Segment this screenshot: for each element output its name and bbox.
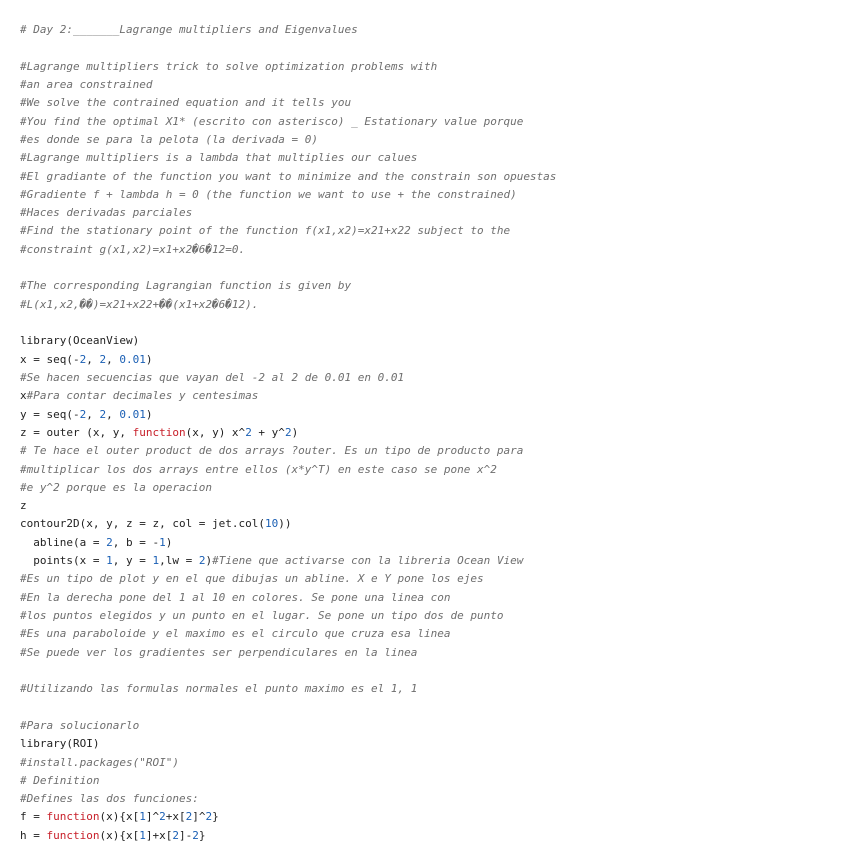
code-comment-line[interactable]: #los puntos elegidos y un punto en el lugar. Se pone un tipo dos de punto — [20, 609, 504, 622]
code-line[interactable]: x = seq(-2, 2, 0.01) — [20, 352, 153, 366]
code-comment-line[interactable]: #install.packages("ROI") — [20, 755, 179, 769]
code-comment-line[interactable]: #Find the stationary point of the function f(x1,x2)=x21+x22 subject to the — [20, 224, 511, 238]
code-comment-line[interactable]: # Definition — [20, 773, 100, 787]
code-line[interactable]: y = seq(-2, 2, 0.01) — [20, 407, 153, 421]
code-comment-line[interactable]: #You find the optimal X1* (escrito con asterisco) _ Estationary value porque — [20, 114, 524, 128]
code-comment-line[interactable]: #Lagrange multipliers is a lambda that multiplies our calues — [20, 151, 418, 165]
code-comment-line[interactable]: #es donde se para la pelota (la derivada = 0) — [20, 132, 319, 146]
code-line[interactable]: f = function(x){x[1]^2+x[2]^2} — [20, 810, 219, 824]
code-line[interactable]: library(ROI) — [20, 737, 100, 751]
code-blank-line[interactable] — [20, 39, 848, 57]
code-blank-line[interactable] — [20, 662, 848, 680]
code-line[interactable]: points(x = 1, y = 1,lw = 2)#Tiene que activarse con la libreria Ocean View — [20, 554, 524, 568]
code-comment-line[interactable]: #e y^2 porque es la operacion — [20, 480, 213, 494]
code-comment-line[interactable]: #Se hacen secuencias que vayan del -2 al 2 de 0.01 en 0.01 — [20, 370, 405, 384]
code-blank-line[interactable] — [20, 259, 848, 277]
code-line[interactable]: contour2D(x, y, z = z, col = jet.col(10)) — [20, 517, 292, 531]
code-comment-line[interactable]: #El gradiante of the function you want to minimize and the constrain son opuestas — [20, 169, 557, 183]
code-comment-line[interactable]: #Lagrange multipliers trick to solve optimization problems with — [20, 59, 438, 73]
code-line[interactable]: z — [20, 499, 27, 513]
code-line[interactable]: abline(a = 2, b = -1) — [20, 535, 173, 549]
code-comment-line[interactable]: #We solve the contrained equation and it tells you — [20, 96, 352, 110]
code-comment-line[interactable]: #Se puede ver los gradientes ser perpendiculares en la linea — [20, 645, 418, 659]
code-comment-line[interactable]: #En la derecha pone del 1 al 10 en colores. Se pone una linea con — [20, 590, 451, 604]
code-comment-line[interactable]: #L(x1,x2,��)=x21+x22+��(x1+x2�6�12). — [20, 297, 259, 311]
code-comment-line[interactable]: #multiplicar los dos arrays entre ellos (x*y^T) en este caso se pone x^2 — [20, 462, 497, 476]
code-comment-line[interactable]: #an area constrained — [20, 77, 153, 91]
code-comment-line[interactable]: #Es un tipo de plot y en el que dibujas un abline. X e Y pone los ejes — [20, 572, 484, 586]
code-comment-line[interactable]: #The corresponding Lagrangian function is given by — [20, 279, 352, 293]
code-line[interactable]: z = outer (x, y, function(x, y) x^2 + y^2) — [20, 425, 299, 439]
code-comment-line[interactable]: #Es una paraboloide y el maximo es el circulo que cruza esa linea — [20, 627, 451, 641]
code-blank-line[interactable] — [20, 699, 848, 717]
code-line[interactable]: h = function(x){x[1]+x[2]-2} — [20, 828, 206, 842]
code-line[interactable]: x#Para contar decimales y centesimas — [20, 389, 259, 403]
code-comment-line[interactable]: #Haces derivadas parciales — [20, 206, 193, 220]
code-comment-line[interactable]: #Utilizando las formulas normales el punto maximo es el 1, 1 — [20, 682, 418, 696]
code-comment-line[interactable]: # Te hace el outer product de dos arrays ?outer. Es un tipo de producto para — [20, 444, 524, 458]
code-comment-line[interactable]: #Defines las dos funciones: — [20, 792, 199, 806]
code-comment-line[interactable]: #Gradiente f + lambda h = 0 (the function we want to use + the constrained) — [20, 187, 517, 201]
code-line[interactable]: library(OceanView) — [20, 334, 140, 348]
code-comment-line[interactable]: #Para solucionarlo — [20, 718, 140, 732]
code-comment-line[interactable]: # Day 2:_______Lagrange multipliers and Eigenvalues — [20, 23, 358, 36]
code-blank-line[interactable] — [20, 314, 848, 332]
code-comment-line[interactable]: #constraint g(x1,x2)=x1+x2�6�12=0. — [20, 242, 246, 256]
